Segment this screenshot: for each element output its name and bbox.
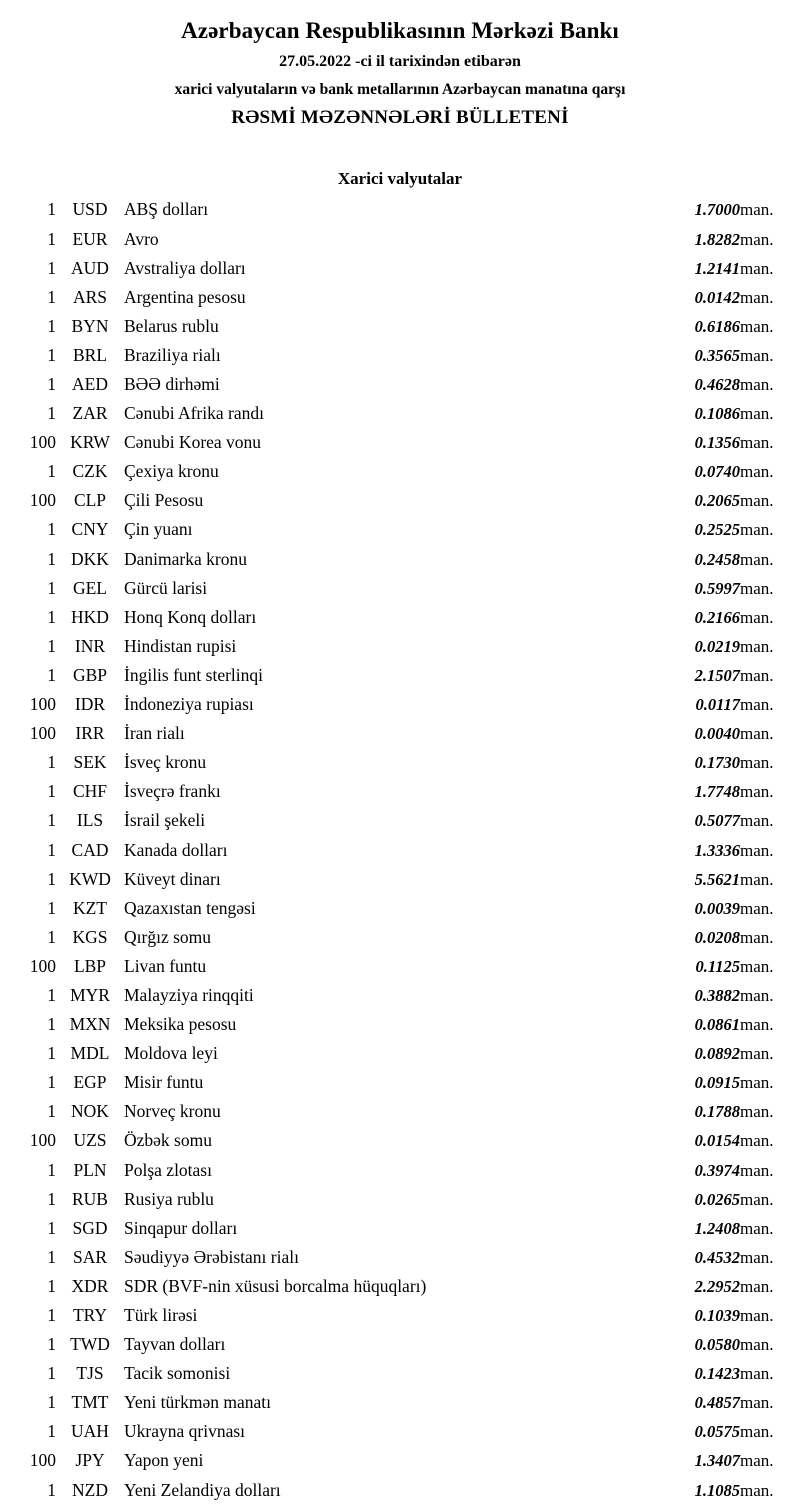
currency-unit: man. bbox=[740, 1160, 774, 1180]
currency-rate: 0.4532 bbox=[694, 1247, 740, 1267]
currency-amount: 100 bbox=[29, 432, 56, 453]
currency-unit: man. bbox=[740, 549, 774, 569]
currency-amount: 1 bbox=[47, 1217, 56, 1238]
currency-unit: man. bbox=[740, 753, 774, 773]
currency-amount: 1 bbox=[47, 1305, 56, 1325]
currency-rate: 0.0580 bbox=[694, 1335, 740, 1355]
currency-unit: man. bbox=[740, 200, 774, 220]
table-row bbox=[0, 1359, 800, 1388]
currency-unit: man. bbox=[740, 1451, 774, 1471]
currency-unit: man. bbox=[740, 404, 774, 424]
currency-rate: 5.5621 bbox=[694, 869, 740, 889]
currency-unit: man. bbox=[740, 1247, 774, 1267]
currency-unit: man. bbox=[740, 375, 774, 394]
table-row bbox=[0, 545, 800, 574]
currency-unit: man. bbox=[740, 287, 774, 307]
currency-name: Çin yuanı bbox=[124, 519, 193, 540]
currency-name: Malayziya rinqqiti bbox=[124, 984, 254, 1005]
section-title-foreign-currencies: Xarici valyutalar bbox=[337, 169, 463, 189]
currency-rate: 0.2458 bbox=[694, 549, 740, 569]
currency-code: CAD bbox=[71, 839, 109, 860]
currency-amount: 1 bbox=[47, 1159, 56, 1180]
table-row bbox=[0, 1156, 800, 1185]
currency-name: Hindistan rupisi bbox=[124, 635, 237, 656]
currency-amount: 1 bbox=[47, 752, 56, 773]
table-row bbox=[0, 603, 800, 632]
currency-unit: man. bbox=[740, 956, 774, 976]
currency-rate: 1.7000 bbox=[694, 200, 740, 220]
currency-amount: 1 bbox=[47, 1043, 56, 1064]
table-row bbox=[0, 894, 800, 923]
currency-unit: man. bbox=[740, 665, 774, 685]
currency-name: Yeni türkmən manatı bbox=[124, 1392, 271, 1413]
table-row bbox=[0, 254, 800, 283]
currency-unit: man. bbox=[740, 1044, 774, 1064]
table-row bbox=[0, 399, 800, 428]
currency-amount: 1 bbox=[47, 1334, 56, 1355]
currency-name: İsveç kronu bbox=[124, 752, 207, 773]
table-row bbox=[0, 486, 800, 515]
table-row bbox=[0, 370, 800, 399]
currency-code: DKK bbox=[71, 548, 109, 569]
currency-code: IRR bbox=[75, 723, 105, 744]
currency-rate: 0.0265 bbox=[694, 1189, 740, 1209]
currency-amount: 100 bbox=[29, 955, 56, 976]
currency-rate: 0.6186 bbox=[694, 316, 740, 336]
currency-unit: man. bbox=[740, 840, 774, 860]
currency-unit: man. bbox=[740, 1218, 774, 1238]
currency-amount: 100 bbox=[29, 694, 56, 715]
currency-unit: man. bbox=[740, 1131, 774, 1151]
currency-rate: 0.1039 bbox=[694, 1306, 740, 1325]
table-row bbox=[0, 1214, 800, 1243]
currency-code: TRY bbox=[72, 1305, 108, 1325]
currency-code: SGD bbox=[72, 1217, 108, 1238]
currency-amount: 1 bbox=[47, 519, 56, 540]
currency-name: Kanada dolları bbox=[124, 839, 228, 860]
currency-code: TWD bbox=[70, 1334, 110, 1355]
currency-code: KGS bbox=[72, 926, 108, 947]
document-subtitle: xarici valyutaların və bank metallarının Azərbaycan manatına qarşı bbox=[174, 81, 626, 99]
currency-name: Misir funtu bbox=[124, 1072, 204, 1093]
table-row bbox=[0, 777, 800, 806]
currency-name: Cənubi Korea vonu bbox=[124, 432, 262, 453]
currency-code: RUB bbox=[72, 1188, 108, 1209]
table-row bbox=[0, 923, 800, 952]
currency-amount: 1 bbox=[47, 839, 56, 860]
currency-code: NZD bbox=[72, 1479, 108, 1500]
currency-amount: 1 bbox=[47, 1246, 56, 1267]
currency-amount: 1 bbox=[47, 1101, 56, 1122]
currency-rate: 0.0740 bbox=[694, 462, 740, 482]
currency-amount: 1 bbox=[47, 374, 56, 394]
currency-rate: 0.1125 bbox=[695, 956, 740, 976]
currency-amount: 1 bbox=[47, 1392, 56, 1413]
table-row bbox=[0, 632, 800, 661]
currency-amount: 1 bbox=[47, 1188, 56, 1209]
currency-name: Yapon yeni bbox=[124, 1450, 204, 1471]
currency-code: SAR bbox=[72, 1246, 108, 1267]
currency-code: CNY bbox=[71, 519, 109, 540]
currency-rate: 0.0892 bbox=[694, 1044, 740, 1064]
currency-unit: man. bbox=[740, 1480, 774, 1500]
currency-rate: 0.3882 bbox=[694, 985, 740, 1005]
currency-amount: 1 bbox=[47, 1421, 56, 1442]
currency-rate: 1.3407 bbox=[694, 1451, 740, 1471]
currency-amount: 1 bbox=[47, 286, 56, 307]
currency-unit: man. bbox=[740, 811, 774, 831]
currency-rate: 1.2408 bbox=[694, 1218, 740, 1238]
currency-amount: 1 bbox=[47, 315, 56, 336]
currency-rate: 0.0915 bbox=[694, 1073, 740, 1093]
currency-name: Tayvan dolları bbox=[124, 1334, 226, 1355]
currency-rate: 0.0208 bbox=[694, 927, 740, 947]
currency-code: ILS bbox=[76, 810, 104, 831]
currency-name: Honq Konq dolları bbox=[124, 606, 257, 627]
currency-code: GBP bbox=[72, 664, 108, 685]
table-row bbox=[0, 1126, 800, 1155]
currency-unit: man. bbox=[740, 578, 774, 598]
currency-unit: man. bbox=[740, 1422, 774, 1442]
table-row bbox=[0, 1388, 800, 1417]
currency-unit: man. bbox=[740, 695, 774, 715]
currency-unit: man. bbox=[740, 636, 774, 656]
currency-unit: man. bbox=[740, 258, 774, 278]
currency-code: GEL bbox=[72, 577, 108, 598]
currency-amount: 1 bbox=[47, 868, 56, 889]
currency-name: Meksika pesosu bbox=[124, 1014, 237, 1035]
table-row bbox=[0, 806, 800, 835]
currency-name: Yeni Zelandiya dolları bbox=[124, 1479, 281, 1500]
currency-rate: 0.0575 bbox=[694, 1422, 740, 1442]
currency-code: MYR bbox=[70, 984, 110, 1005]
currency-unit: man. bbox=[740, 433, 774, 453]
table-row bbox=[0, 428, 800, 457]
currency-code: SEK bbox=[73, 752, 107, 773]
currency-code: UZS bbox=[73, 1130, 107, 1151]
currency-unit: man. bbox=[740, 898, 774, 918]
currency-name: Moldova leyi bbox=[124, 1043, 218, 1064]
table-row bbox=[0, 515, 800, 544]
currency-amount: 1 bbox=[47, 577, 56, 598]
currency-code: UAH bbox=[71, 1421, 109, 1442]
currency-rate: 0.1730 bbox=[694, 753, 740, 773]
currency-amount: 1 bbox=[47, 228, 56, 249]
currency-name: İsveçrə frankı bbox=[124, 781, 221, 802]
currency-amount: 1 bbox=[47, 403, 56, 424]
currency-unit: man. bbox=[740, 462, 774, 482]
currency-name: Norveç kronu bbox=[124, 1101, 221, 1122]
currency-code: CZK bbox=[72, 461, 108, 482]
currency-unit: man. bbox=[740, 345, 774, 365]
currency-amount: 100 bbox=[29, 490, 56, 511]
currency-name: Gürcü larisi bbox=[124, 577, 208, 598]
currency-name: SDR (BVF-nin xüsusi borcalma hüquqları) bbox=[124, 1275, 427, 1296]
table-row bbox=[0, 1301, 800, 1330]
currency-name: Avstraliya dolları bbox=[124, 257, 246, 278]
currency-code: ZAR bbox=[72, 403, 108, 424]
table-row bbox=[0, 457, 800, 486]
currency-name: Danimarka kronu bbox=[124, 548, 247, 569]
currency-unit: man. bbox=[740, 1393, 774, 1413]
currency-name: Küveyt dinarı bbox=[124, 868, 221, 889]
currency-amount: 1 bbox=[47, 810, 56, 831]
currency-amount: 100 bbox=[29, 723, 56, 744]
currency-name: Cənubi Afrika randı bbox=[124, 403, 264, 424]
currency-rate: 0.4857 bbox=[694, 1393, 740, 1413]
currency-amount: 1 bbox=[47, 1363, 56, 1384]
currency-code: CHF bbox=[72, 781, 108, 802]
currency-code: MXN bbox=[69, 1014, 111, 1035]
currency-rate: 1.8282 bbox=[694, 229, 740, 249]
table-row bbox=[0, 1097, 800, 1126]
currency-amount: 1 bbox=[47, 199, 56, 220]
currency-amount: 1 bbox=[47, 257, 56, 278]
currency-amount: 1 bbox=[47, 1275, 56, 1296]
currency-rate: 1.2141 bbox=[694, 258, 740, 278]
currency-code: EUR bbox=[72, 228, 108, 249]
currency-unit: man. bbox=[740, 1306, 774, 1325]
table-row bbox=[0, 312, 800, 341]
table-row bbox=[0, 719, 800, 748]
currency-amount: 1 bbox=[47, 635, 56, 656]
table-row bbox=[0, 981, 800, 1010]
currency-amount: 1 bbox=[47, 781, 56, 802]
currency-code: LBP bbox=[73, 955, 107, 976]
currency-amount: 1 bbox=[47, 897, 56, 918]
currency-rate: 0.1423 bbox=[694, 1364, 740, 1384]
currency-unit: man. bbox=[740, 927, 774, 947]
currency-unit: man. bbox=[740, 1189, 774, 1209]
currency-code: TMT bbox=[71, 1392, 109, 1413]
currency-code: IDR bbox=[74, 694, 106, 715]
currency-name: Özbək somu bbox=[124, 1130, 212, 1151]
bulletin-heading: RƏSMİ MƏZƏNNƏLƏRİ BÜLLETENİ bbox=[231, 107, 569, 129]
currency-amount: 1 bbox=[47, 664, 56, 685]
currency-name: İran rialı bbox=[124, 723, 185, 744]
currency-name: Qazaxıstan tengəsi bbox=[124, 897, 256, 918]
currency-code: NOK bbox=[71, 1101, 109, 1122]
currency-rate: 0.0154 bbox=[694, 1131, 740, 1151]
effective-date-line: 27.05.2022 -ci il tarixindən etibarən bbox=[279, 53, 521, 71]
currency-code: BYN bbox=[71, 315, 109, 336]
table-row bbox=[0, 1243, 800, 1272]
table-row bbox=[0, 1330, 800, 1359]
currency-rate: 0.0039 bbox=[694, 898, 740, 918]
currency-code: INR bbox=[74, 635, 106, 656]
currency-name: İsrail şekeli bbox=[124, 810, 206, 831]
currency-name: İndoneziya rupiası bbox=[124, 694, 254, 715]
currency-rate: 0.5997 bbox=[694, 578, 740, 598]
currency-code: MDL bbox=[70, 1043, 110, 1064]
currency-unit: man. bbox=[740, 1335, 774, 1355]
table-row bbox=[0, 865, 800, 894]
currency-amount: 100 bbox=[29, 1130, 56, 1151]
currency-name: Çili Pesosu bbox=[124, 490, 204, 511]
currency-amount: 1 bbox=[47, 1014, 56, 1035]
currency-rate: 0.0117 bbox=[695, 695, 740, 715]
currency-name: İngilis funt sterlinqi bbox=[124, 664, 264, 685]
exchange-rates-body bbox=[0, 195, 800, 1504]
currency-unit: man. bbox=[740, 985, 774, 1005]
currency-name: Ukrayna qrivnası bbox=[124, 1421, 246, 1442]
currency-unit: man. bbox=[740, 782, 774, 802]
currency-name: Səudiyyə Ərəbistanı rialı bbox=[124, 1246, 299, 1267]
currency-unit: man. bbox=[740, 1276, 774, 1296]
currency-rate: 0.0040 bbox=[694, 724, 740, 744]
currency-unit: man. bbox=[740, 1364, 774, 1384]
currency-rate: 0.5077 bbox=[694, 811, 740, 831]
currency-amount: 1 bbox=[47, 1479, 56, 1500]
currency-code: KWD bbox=[69, 868, 111, 889]
currency-amount: 1 bbox=[47, 984, 56, 1005]
currency-code: TJS bbox=[76, 1363, 104, 1384]
currency-code: KZT bbox=[72, 897, 108, 918]
currency-code: KRW bbox=[70, 432, 110, 453]
currency-code: BRL bbox=[72, 344, 108, 365]
currency-name: Avro bbox=[124, 228, 159, 249]
currency-name: Çexiya kronu bbox=[124, 461, 219, 482]
currency-name: Tacik somonisi bbox=[124, 1363, 231, 1384]
currency-amount: 100 bbox=[29, 1450, 56, 1471]
currency-name: Rusiya rublu bbox=[124, 1188, 214, 1209]
currency-rate: 0.0142 bbox=[694, 287, 740, 307]
bank-title: Azərbaycan Respublikasının Mərkəzi Bankı bbox=[181, 18, 619, 43]
currency-unit: man. bbox=[740, 724, 774, 744]
currency-code: AUD bbox=[71, 257, 109, 278]
exchange-rates-table bbox=[0, 195, 800, 1504]
currency-amount: 1 bbox=[47, 926, 56, 947]
table-row bbox=[0, 283, 800, 312]
currency-name: Belarus rublu bbox=[124, 315, 219, 336]
currency-name: Braziliya rialı bbox=[124, 344, 221, 365]
currency-amount: 1 bbox=[47, 548, 56, 569]
table-row bbox=[0, 574, 800, 603]
currency-rate: 0.1788 bbox=[694, 1102, 740, 1122]
currency-rate: 0.2166 bbox=[694, 607, 740, 627]
currency-rate: 1.1085 bbox=[694, 1480, 740, 1500]
table-row bbox=[0, 1185, 800, 1214]
currency-amount: 1 bbox=[47, 461, 56, 482]
table-row bbox=[0, 1068, 800, 1097]
currency-code: ARS bbox=[72, 286, 108, 307]
currency-unit: man. bbox=[740, 316, 774, 336]
currency-rate: 2.1507 bbox=[694, 665, 740, 685]
currency-rate: 2.2952 bbox=[694, 1276, 740, 1296]
currency-rate: 0.0861 bbox=[694, 1015, 740, 1035]
currency-unit: man. bbox=[740, 520, 774, 540]
currency-unit: man. bbox=[740, 607, 774, 627]
currency-rate: 1.3336 bbox=[694, 840, 740, 860]
currency-rate: 0.1086 bbox=[694, 404, 740, 424]
table-row bbox=[0, 836, 800, 865]
table-row bbox=[0, 341, 800, 370]
table-row bbox=[0, 1272, 800, 1301]
currency-rate: 0.1356 bbox=[694, 433, 740, 453]
table-row bbox=[0, 1039, 800, 1068]
table-row bbox=[0, 225, 800, 254]
table-row bbox=[0, 690, 800, 719]
table-row bbox=[0, 1446, 800, 1475]
currency-rate: 0.2065 bbox=[694, 491, 740, 511]
currency-name: Livan funtu bbox=[124, 955, 207, 976]
table-row bbox=[0, 1476, 800, 1505]
currency-unit: man. bbox=[740, 1015, 774, 1035]
currency-name: Argentina pesosu bbox=[124, 286, 246, 307]
currency-rate: 0.3565 bbox=[694, 345, 740, 365]
table-row bbox=[0, 661, 800, 690]
currency-rate: 0.4628 bbox=[694, 375, 740, 394]
currency-code: CLP bbox=[73, 490, 107, 511]
table-row bbox=[0, 952, 800, 981]
currency-code: AED bbox=[72, 374, 108, 394]
document-header bbox=[0, 18, 800, 129]
currency-rate: 0.3974 bbox=[694, 1160, 740, 1180]
currency-name: Sinqapur dolları bbox=[124, 1217, 238, 1238]
currency-code: PLN bbox=[73, 1159, 107, 1180]
currency-code: XDR bbox=[71, 1275, 109, 1296]
currency-code: JPY bbox=[75, 1450, 105, 1471]
currency-unit: man. bbox=[740, 229, 774, 249]
currency-name: Qırğız somu bbox=[124, 926, 212, 947]
currency-name: Türk lirəsi bbox=[124, 1305, 198, 1325]
currency-code: HKD bbox=[71, 606, 109, 627]
currency-code: USD bbox=[72, 199, 108, 220]
table-row bbox=[0, 748, 800, 777]
currency-unit: man. bbox=[740, 1102, 774, 1122]
table-row bbox=[0, 195, 800, 224]
currency-name: Polşa zlotası bbox=[124, 1159, 212, 1180]
currency-name: BƏƏ dirhəmi bbox=[124, 374, 220, 394]
currency-rate: 0.2525 bbox=[694, 520, 740, 540]
currency-unit: man. bbox=[740, 869, 774, 889]
currency-name: ABŞ dolları bbox=[124, 199, 209, 220]
currency-amount: 1 bbox=[47, 344, 56, 365]
currency-amount: 1 bbox=[47, 1072, 56, 1093]
table-row bbox=[0, 1417, 800, 1446]
table-row bbox=[0, 1010, 800, 1039]
currency-rate: 1.7748 bbox=[694, 782, 740, 802]
currency-rate: 0.0219 bbox=[694, 636, 740, 656]
currency-amount: 1 bbox=[47, 606, 56, 627]
currency-code: EGP bbox=[73, 1072, 107, 1093]
currency-unit: man. bbox=[740, 491, 774, 511]
currency-unit: man. bbox=[740, 1073, 774, 1093]
